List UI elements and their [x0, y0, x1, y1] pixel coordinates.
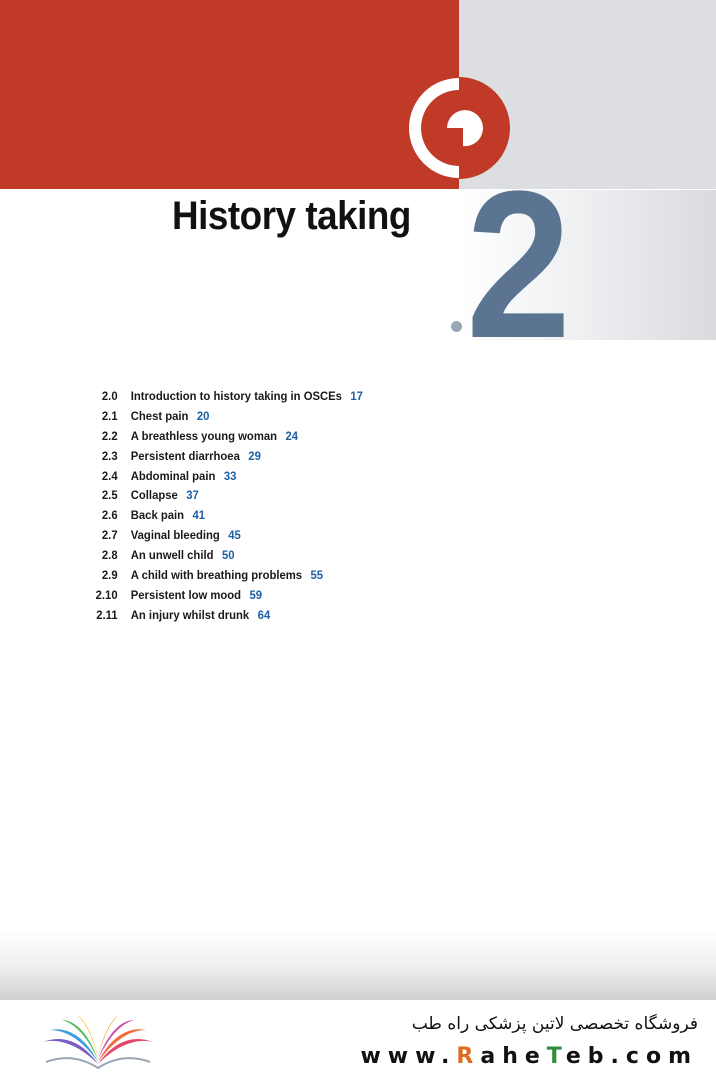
toc-page-number[interactable]: 45 [228, 528, 241, 543]
url-letter-r: R [456, 1044, 481, 1069]
toc-number: 2.5 [101, 488, 118, 503]
toc-title: A breathless young woman [130, 428, 278, 443]
toc-title: Abdominal pain [130, 468, 216, 483]
toc-entry-2-2[interactable] [80, 429, 363, 449]
toc-title: A child with breathing problems [130, 568, 303, 583]
toc-entry-2-8[interactable] [80, 548, 363, 568]
toc-number: 2.0 [101, 389, 118, 403]
toc-number: 2.7 [101, 528, 118, 543]
toc-page-number[interactable]: 50 [221, 548, 235, 563]
toc-number: 2.1 [101, 408, 118, 423]
toc-page-number[interactable]: 24 [285, 428, 299, 443]
toc-number: 2.8 [101, 548, 118, 563]
toc-number: 2.3 [101, 448, 118, 463]
chapter-title: History taking [172, 194, 411, 238]
open-book-rainbow-icon [38, 1012, 158, 1072]
toc-page-number[interactable]: 59 [249, 587, 263, 602]
header-red-block [0, 0, 459, 189]
toc-entry-2-5[interactable] [80, 488, 363, 508]
toc-entry-2-6[interactable] [80, 508, 363, 528]
toc-title: An unwell child [130, 548, 214, 563]
toc-title: Persistent diarrhoea [130, 448, 240, 463]
toc-page-number[interactable]: 17 [350, 389, 363, 403]
toc-page-number[interactable]: 55 [310, 568, 324, 583]
chapter-number-dot [451, 321, 462, 332]
toc-entry-2-7[interactable] [80, 528, 363, 548]
toc-title: Collapse [130, 488, 178, 503]
toc-number: 2.9 [101, 568, 118, 583]
toc-number: 2.11 [96, 607, 118, 622]
toc-number: 2.6 [101, 508, 118, 523]
toc-entry-2-1[interactable] [80, 409, 363, 429]
table-of-contents [80, 389, 381, 628]
footer-website-url[interactable] [360, 1044, 698, 1069]
chapter-number: 2 [466, 147, 568, 382]
toc-entry-2-3[interactable] [80, 449, 363, 469]
toc-title: Chest pain [130, 408, 189, 423]
footer-shadow [0, 930, 716, 1000]
toc-entry-2-9[interactable] [80, 568, 363, 588]
toc-title: Back pain [130, 508, 185, 523]
footer-store-name: فروشگاه تخصصی لاتین پزشکی راه طب [411, 1014, 698, 1034]
toc-title: Vaginal bleeding [130, 528, 220, 543]
toc-title: Introduction to history taking in OSCEs [130, 389, 342, 403]
toc-number: 2.2 [101, 428, 118, 443]
toc-page-number[interactable]: 37 [186, 488, 199, 503]
toc-entry-2-0[interactable] [80, 389, 363, 409]
footer-banner [0, 1000, 716, 1079]
url-letter-t: T [546, 1044, 566, 1069]
toc-entry-2-10[interactable] [80, 588, 363, 608]
toc-title: An injury whilst drunk [130, 607, 250, 622]
toc-page-number[interactable]: 20 [196, 408, 210, 423]
toc-page-number[interactable]: 41 [192, 508, 206, 523]
url-prefix: www. [360, 1044, 457, 1069]
toc-page-number[interactable]: 29 [248, 448, 261, 463]
toc-entry-2-4[interactable] [80, 469, 363, 489]
toc-entry-2-11[interactable] [80, 608, 363, 628]
url-end: eb.com [565, 1044, 698, 1069]
toc-page-number[interactable]: 33 [223, 468, 237, 483]
toc-title: Persistent low mood [130, 587, 242, 602]
url-middle: ahe [480, 1044, 547, 1069]
toc-number: 2.10 [95, 587, 118, 602]
toc-number: 2.4 [101, 468, 118, 483]
toc-page-number[interactable]: 64 [257, 607, 271, 622]
